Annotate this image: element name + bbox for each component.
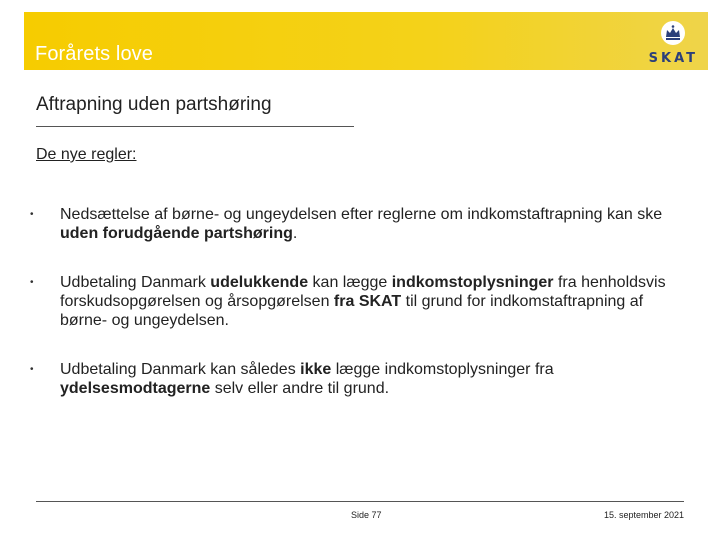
bullet-text: kan lægge xyxy=(308,274,392,291)
bullet-item xyxy=(30,273,690,330)
bullet-marker-icon: • xyxy=(30,364,34,375)
bullet-text: selv eller andre til grund. xyxy=(210,380,390,397)
footer-divider xyxy=(36,501,684,502)
bullet-marker-icon: • xyxy=(30,209,34,220)
presentation-title: Forårets love xyxy=(35,43,154,65)
logo-wordmark: SKAT xyxy=(648,51,698,66)
bullet-emphasis: fra SKAT xyxy=(333,293,402,310)
bullet-list xyxy=(30,205,690,398)
bullet-emphasis: ydelsesmodtagerne xyxy=(60,380,211,397)
bullet-emphasis: indkomstoplysninger xyxy=(391,274,554,291)
slide-subtitle: Aftrapning uden partshøring xyxy=(36,94,272,115)
bullet-item xyxy=(30,205,690,243)
bullet-marker-icon: • xyxy=(30,277,34,288)
footer-date: 15. september 2021 xyxy=(603,510,684,520)
subtitle-divider xyxy=(36,126,354,127)
bullet-text: Udbetaling Danmark kan således xyxy=(60,361,301,378)
bullet-emphasis: udelukkende xyxy=(210,274,309,291)
skat-logo xyxy=(620,18,698,66)
header-band xyxy=(24,12,708,70)
bullet-emphasis: uden forudgående partshøring xyxy=(60,225,293,242)
crown-emblem-icon xyxy=(660,20,686,46)
section-heading: De nye regler: xyxy=(36,146,137,163)
bullet-emphasis: ikke xyxy=(300,361,332,378)
page-number: Side 77 xyxy=(351,510,382,520)
bullet-text: Udbetaling Danmark xyxy=(60,274,211,291)
bullet-text: . xyxy=(292,225,298,242)
bullet-text: Nedsættelse af børne- og ungeydelsen efter reglerne om indkomstaftrapning kan ske xyxy=(60,206,663,223)
bullet-item xyxy=(30,360,690,398)
bullet-text: fra henholdsvis forskudsopgørelsen og årsopgørelsen xyxy=(60,274,666,310)
bullet-text: til grund for indkomstaftrapning af børne- og ungeydelsen. xyxy=(60,293,644,329)
bullet-text: lægge indkomstoplysninger fra xyxy=(331,361,554,378)
